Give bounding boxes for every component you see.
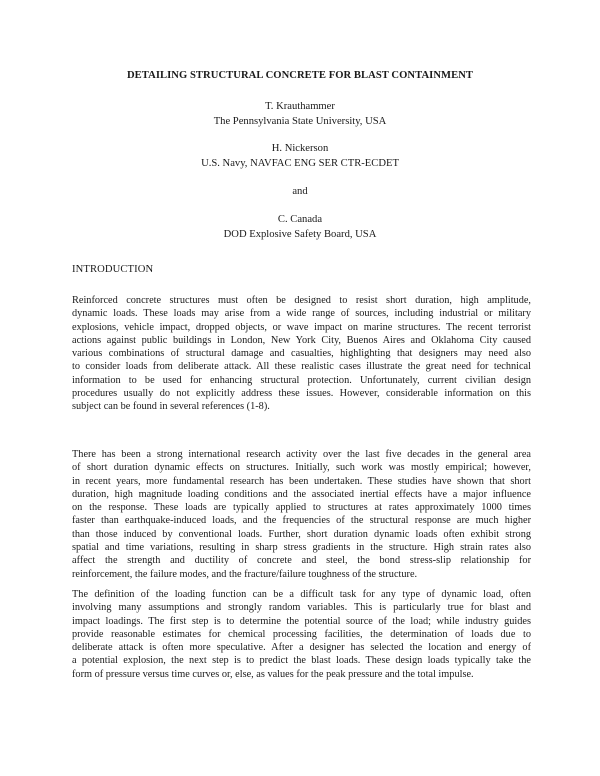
text-line: reinforcement, the failure modes, and the fracture/failure toughness of the structure.	[72, 568, 418, 580]
author-name: H. Nickerson	[271, 143, 329, 154]
text-line: duration, high magnitude loading conditions and the associated inertial effects have a major influence	[72, 488, 531, 500]
text-line: on the response. These loads are typically applied to structures at rates approximately 1000 times	[72, 502, 531, 514]
text-line: impact loadings. The first step is to determine the potential source of the load; while industry guides	[72, 615, 531, 627]
body-paragraph-1	[72, 294, 531, 414]
body-paragraph-3	[72, 588, 531, 681]
text-line: form of pressure versus time curves or, else, as values for the peak pressure and the total impulse.	[72, 668, 474, 680]
author-block-1	[0, 99, 600, 129]
text-line: There has been a strong international research activity over the last five decades in the general area	[72, 449, 531, 460]
author-conjunction	[0, 184, 600, 199]
text-line: involving many assumptions and strongly random variables. This is particularly true for blast and	[72, 602, 531, 614]
author-block-3	[0, 212, 600, 242]
author-block-2	[0, 141, 600, 171]
text-line: a potential explosion, the next step is to predict the blast loads. These design loads typically take the	[72, 655, 531, 667]
text-line: deliberate attack is often more speculative. After a designer has selected the location and energy of	[72, 642, 531, 654]
text-line: The definition of the loading function can be a difficult task for any type of dynamic load, often	[72, 589, 531, 600]
author-affiliation: U.S. Navy, NAVFAC ENG SER CTR-ECDET	[201, 158, 399, 169]
text-line: procedures usually do not explicitly address these issues. However, considerable information on this	[72, 388, 531, 400]
text-line: dynamic loads. These loads may arise from a wide range of sources, including industrial or military	[72, 308, 531, 320]
text-line: in recent years, more fundamental research has been undertaken. These studies have shown that short	[72, 475, 531, 487]
section-heading: INTRODUCTION	[72, 264, 154, 275]
text-line: various combinations of structural damage and casualties, highlighting that designers may need also	[72, 348, 531, 360]
text-line: spatial and time variations, resulting in sharp stress gradients in the structure. High strain rates also	[72, 542, 531, 554]
text-line: provide reasonable estimates for chemical processing facilities, the determination of loads due to	[72, 628, 531, 640]
text-line: explosions, vehicle impact, dropped objects, or wave impact on marine structures. The recent terrorist	[72, 321, 531, 333]
text-line: to consider loads from deliberate attack. All these realistic cases illustrate the great need for technical	[72, 361, 531, 373]
text-line: affect the strength and ductility of concrete and steel, the bond stress-slip relationship for	[72, 555, 531, 567]
text-line: information to be used for enhancing structural protection. Unfortunately, current civilian design	[72, 374, 531, 386]
author-affiliation: DOD Explosive Safety Board, USA	[223, 229, 377, 240]
text-line: subject can be found in several references (1-8).	[72, 401, 270, 413]
author-name: C. Canada	[277, 214, 323, 225]
text-line: of short duration dynamic effects on structures. Initially, such work was mostly empirical; however,	[72, 462, 531, 474]
text-line: Reinforced concrete structures must often be designed to resist short duration, high amplitude,	[72, 295, 531, 306]
author-name: T. Krauthammer	[265, 101, 335, 112]
body-paragraph-2	[72, 448, 531, 581]
text-line: faster than earthquake-induced loads, and the frequencies of the structural response are much higher	[72, 515, 531, 527]
text-line: actions against public buildings in London, New York City, Buenos Aires and Oklahoma City caused	[72, 334, 531, 346]
text-line: than those induced by conventional loads. Further, short duration dynamic loads often exhibit strong	[72, 528, 531, 540]
paper-title: DETAILING STRUCTURAL CONCRETE FOR BLAST CONTAINMENT	[126, 70, 474, 81]
conjunction-text: and	[292, 186, 308, 197]
author-affiliation: The Pennsylvania State University, USA	[213, 116, 387, 127]
